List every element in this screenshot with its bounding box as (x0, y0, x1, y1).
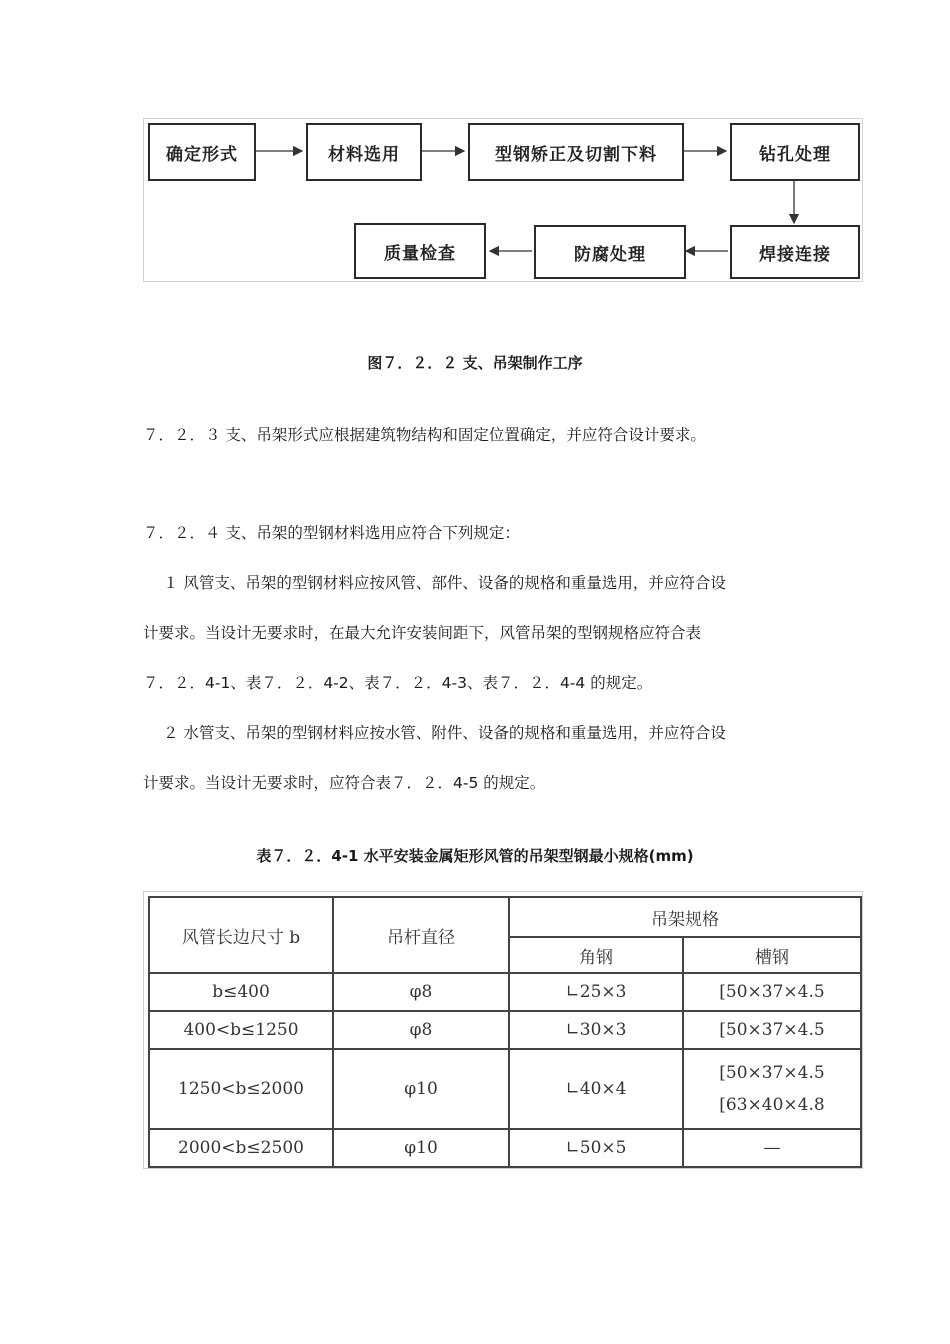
cell-size: b≤400 (149, 973, 333, 1011)
header-angle-steel: 角钢 (509, 937, 683, 973)
hanger-spec-table (143, 891, 863, 1169)
cell-channel (683, 1049, 861, 1129)
item-1-line-2: 计要求。当设计无要求时，在最大允许安装间距下，风管吊架的型钢规格应符合表 (143, 624, 702, 642)
flow-step-4: 钻孔处理 (730, 123, 860, 181)
header-channel-steel: 槽钢 (683, 937, 861, 973)
cell-angle: ∟25×3 (509, 973, 683, 1011)
flow-step-7: 质量检查 (354, 223, 486, 279)
flow-step-6: 防腐处理 (534, 225, 686, 279)
header-rod-diameter: 吊杆直径 (333, 897, 509, 973)
table-row (149, 1011, 861, 1049)
figure-caption: 图７．２．２ 支、吊架制作工序 (367, 354, 583, 372)
cell-rod: φ10 (333, 1049, 509, 1129)
spec-table (148, 896, 862, 1168)
flow-step-3: 型钢矫正及切割下料 (468, 123, 684, 181)
table-row (149, 973, 861, 1011)
table-row (149, 1129, 861, 1167)
flow-step-5: 焊接连接 (730, 225, 860, 279)
cell-channel-line-1: [50×37×4.5 (719, 1063, 825, 1083)
item-1-line-3: ７．２．4-1、表７．２．4-2、表７．２．4-3、表７．２．4-4 的规定。 (143, 674, 653, 692)
flow-step-1: 确定形式 (148, 123, 256, 181)
item-1-line-1: １ 风管支、吊架的型钢材料应按风管、部件、设备的规格和重量选用，并应符合设 (163, 574, 726, 592)
cell-angle: ∟40×4 (509, 1049, 683, 1129)
cell-size: 1250<b≤2000 (149, 1049, 333, 1129)
header-hanger-spec: 吊架规格 (509, 897, 861, 937)
cell-rod: φ8 (333, 1011, 509, 1049)
cell-angle: ∟50×5 (509, 1129, 683, 1167)
header-duct-size: 风管长边尺寸 b (149, 897, 333, 973)
process-flowchart (143, 118, 863, 282)
item-2-line-1: ２ 水管支、吊架的型钢材料应按水管、附件、设备的规格和重量选用，并应符合设 (163, 724, 726, 742)
table-row (149, 1049, 861, 1129)
item-2-line-2: 计要求。当设计无要求时，应符合表７．２．4-5 的规定。 (143, 774, 546, 792)
cell-angle: ∟30×3 (509, 1011, 683, 1049)
cell-size: 2000<b≤2500 (149, 1129, 333, 1167)
cell-rod: φ10 (333, 1129, 509, 1167)
paragraph-7-2-3: ７．２．３ 支、吊架形式应根据建筑物结构和固定位置确定，并应符合设计要求。 (143, 426, 706, 444)
cell-rod: φ8 (333, 973, 509, 1011)
cell-channel: [50×37×4.5 (683, 973, 861, 1011)
cell-channel: [50×37×4.5 (683, 1011, 861, 1049)
table-caption: 表７．２．4-1 水平安装金属矩形风管的吊架型钢最小规格(mm) (256, 847, 694, 865)
paragraph-7-2-4: ７．２．４ 支、吊架的型钢材料选用应符合下列规定： (143, 524, 520, 542)
flow-step-2: 材料选用 (306, 123, 422, 181)
cell-size: 400<b≤1250 (149, 1011, 333, 1049)
cell-channel: — (683, 1129, 861, 1167)
cell-channel-line-2: [63×40×4.8 (719, 1095, 825, 1115)
